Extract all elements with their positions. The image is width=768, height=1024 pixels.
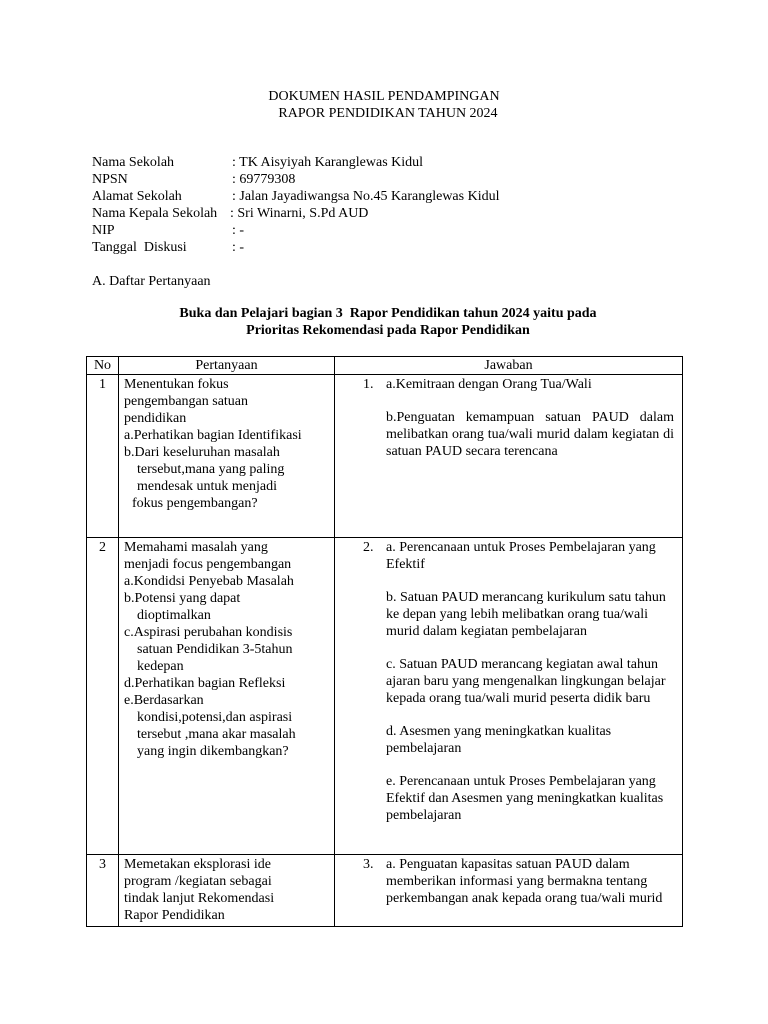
info-label: NPSN (92, 172, 128, 187)
answer-item: c. Satuan PAUD merancang kegiatan awal tahun ajaran baru yang mengenalkan lingkungan belajar kepada orang tua/wali murid peserta didik baru (386, 657, 666, 706)
question-cell (119, 538, 335, 855)
question-line: Menentukan fokus (124, 377, 229, 392)
info-value: : Sri Winarni, S.Pd AUD (230, 206, 369, 221)
question-line: kondisi,potensi,dan aspirasi (137, 710, 293, 725)
table-row (87, 375, 683, 538)
table-row (87, 538, 683, 855)
question-table (86, 356, 683, 927)
document-title-line1: DOKUMEN HASIL PENDAMPINGAN (268, 89, 500, 104)
info-label: Nama Sekolah (92, 155, 175, 170)
question-line: e.Berdasarkan (124, 693, 204, 708)
header-no: No (87, 357, 119, 375)
answer-item: a. Penguatan kapasitas satuan PAUD dalam memberikan informasi yang bermakna tentang perkembangan anak kepada orang tua/wali murid (386, 857, 663, 906)
answer-number: 1. (363, 377, 374, 392)
info-value: : - (232, 240, 245, 255)
section-title: A. Daftar Pertanyaan (92, 274, 211, 289)
info-value: : - (232, 223, 245, 238)
answer-item: b.Penguatan kemampuan satuan PAUD dalam melibatkan orang tua/wali murid dalam kegiatan di satuan PAUD secara terencana (386, 410, 674, 459)
header-answer: Jawaban (335, 357, 683, 375)
question-cell (119, 855, 335, 927)
question-line: Memetakan eksplorasi ide (124, 857, 271, 872)
question-cell (119, 375, 335, 538)
answer-item: a.Kemitraan dengan Orang Tua/Wali (386, 377, 592, 392)
answer-cell (335, 538, 683, 855)
question-line: Memahami masalah yang (124, 540, 268, 555)
question-line: tersebut ,mana akar masalah (137, 727, 296, 742)
table-row (87, 855, 683, 927)
question-line: c.Aspirasi perubahan kondisis (124, 625, 293, 640)
question-line: pendidikan (124, 411, 187, 426)
header-question: Pertanyaan (119, 357, 335, 375)
info-value: : 69779308 (232, 172, 296, 187)
question-line: d.Perhatikan bagian Refleksi (124, 676, 286, 691)
answer-item: d. Asesmen yang meningkatkan kualitas pembelajaran (386, 724, 612, 756)
row-number: 1 (87, 375, 119, 538)
row-number: 2 (87, 538, 119, 855)
question-line: fokus pengembangan? (132, 496, 258, 511)
question-line: Rapor Pendidikan (124, 908, 225, 923)
answer-cell (335, 375, 683, 538)
question-line: satuan Pendidikan 3-5tahun (137, 642, 293, 657)
question-line: program /kegiatan sebagai (124, 874, 272, 889)
question-line: yang ingin dikembangkan? (137, 744, 289, 759)
question-line: kedepan (137, 659, 184, 674)
question-line: mendesak untuk menjadi (137, 479, 277, 494)
table-header-row (87, 357, 683, 375)
info-label: Alamat Sekolah (92, 189, 182, 204)
answer-cell (335, 855, 683, 927)
document-title-line2: RAPOR PENDIDIKAN TAHUN 2024 (278, 106, 498, 121)
question-line: tersebut,mana yang paling (137, 462, 285, 477)
question-line: a.Kondidsi Penyebab Masalah (124, 574, 294, 589)
answer-item: e. Perencanaan untuk Proses Pembelajaran yang Efektif dan Asesmen yang meningkatkan kualitas pembelajaran (386, 774, 664, 823)
subheading-line2: Prioritas Rekomendasi pada Rapor Pendidikan (246, 323, 530, 338)
question-line: a.Perhatikan bagian Identifikasi (124, 428, 302, 443)
info-value: : TK Aisyiyah Karanglewas Kidul (232, 155, 424, 170)
subheading-line1: Buka dan Pelajari bagian 3 Rapor Pendidikan tahun 2024 yaitu pada (179, 306, 597, 321)
answer-item: b. Satuan PAUD merancang kurikulum satu tahun ke depan yang lebih melibatkan orang tua/wali murid dalam kegiatan pembelajaran (386, 590, 666, 639)
question-line: b.Potensi yang dapat (124, 591, 241, 606)
question-line: dioptimalkan (137, 608, 211, 623)
question-line: menjadi focus pengembangan (124, 557, 292, 572)
info-label: Nama Kepala Sekolah (92, 206, 218, 221)
answer-number: 2. (363, 540, 374, 555)
answer-number: 3. (363, 857, 374, 872)
info-label: NIP (92, 223, 115, 238)
question-line: b.Dari keseluruhan masalah (124, 445, 280, 460)
info-value: : Jalan Jayadiwangsa No.45 Karanglewas Kidul (232, 189, 500, 204)
question-line: tindak lanjut Rekomendasi (124, 891, 275, 906)
question-line: pengembangan satuan (124, 394, 249, 409)
answer-item: a. Perencanaan untuk Proses Pembelajaran yang Efektif (386, 540, 656, 572)
row-number: 3 (87, 855, 119, 927)
info-label: Tanggal Diskusi (92, 240, 187, 255)
